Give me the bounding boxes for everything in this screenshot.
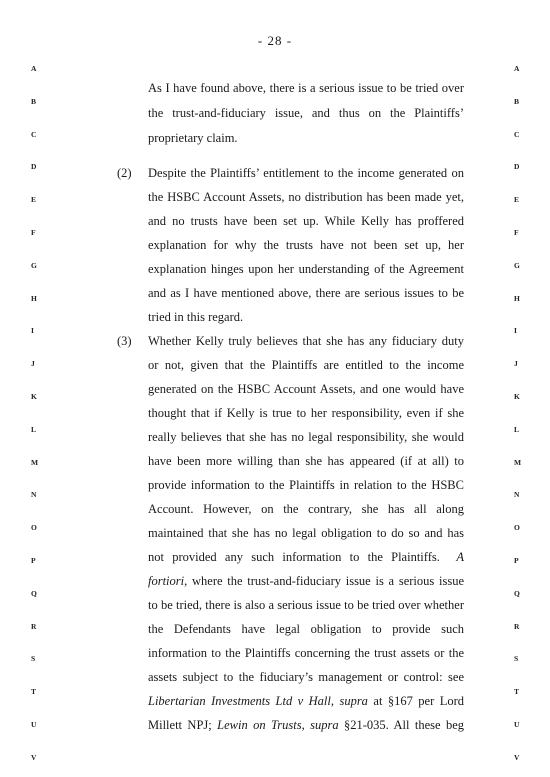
- text-line: explanation for why the trusts have not been set up, her: [148, 238, 464, 252]
- margin-letter-right: R: [514, 621, 520, 631]
- margin-letter-left: V: [31, 752, 37, 762]
- margin-letter-right: K: [514, 392, 520, 401]
- margin-letter-right: D: [514, 162, 520, 172]
- margin-letter-left: F: [31, 228, 36, 237]
- margin-letter-right: T: [514, 687, 520, 697]
- text-line: information to the Plaintiffs concerning the trust assets or the: [148, 646, 464, 660]
- book-citation: Lewin on Trusts, supra: [217, 718, 339, 732]
- text-fragment: not provided any such information to the Plaintiffs.: [148, 550, 440, 564]
- text-line: Whether Kelly truly believes that she has any fiduciary duty: [148, 334, 464, 348]
- paragraph-number: (2): [117, 166, 132, 180]
- margin-letter-left: D: [31, 162, 37, 172]
- text-fragment: fortiori, where the trust-and-fiduciary issue is a serious issue: [148, 574, 464, 588]
- margin-letter-left: P: [31, 556, 36, 565]
- text-line: generated on the HSBC Account Assets, and one would have: [148, 382, 464, 396]
- margin-letter-right: U: [514, 720, 520, 729]
- margin-letter-right: A: [514, 64, 520, 73]
- text-line: the trust-and-fiduciary issue, and thus on the Plaintiffs’: [148, 106, 464, 120]
- case-citation: Libertarian Investments Ltd v Hall, supra: [148, 694, 368, 708]
- text-line: tried in this regard.: [148, 310, 244, 324]
- text-line: proprietary claim.: [148, 131, 238, 145]
- text-line: provide information to the Plaintiffs in relation to the HSBC: [148, 478, 464, 492]
- margin-letter-left: G: [31, 260, 37, 270]
- margin-letter-left: S: [31, 654, 36, 664]
- margin-letter-left: K: [31, 392, 37, 401]
- text-line: [148, 574, 464, 589]
- margin-letter-left: J: [31, 359, 35, 369]
- italic-fragment: fortiori: [148, 574, 185, 588]
- margin-letter-right: B: [514, 96, 520, 106]
- text-line: thought that if Kelly is true to her responsibility, even if she: [148, 406, 464, 420]
- margin-letter-right: Q: [514, 588, 520, 598]
- text-line: the Defendants have legal obligation to provide such: [148, 622, 464, 636]
- margin-letter-right: L: [514, 424, 520, 434]
- margin-letter-left: O: [31, 523, 37, 533]
- text-line: the HSBC Account Assets, no distribution has been made yet,: [148, 190, 464, 204]
- text-line: really believes that she has no legal responsibility, she would: [148, 430, 464, 444]
- text-fragment: Millett NPJ;: [148, 718, 212, 732]
- margin-letter-right: P: [514, 556, 519, 565]
- margin-letter-left: H: [31, 293, 37, 303]
- margin-letter-right: I: [514, 326, 517, 336]
- page-number: - 28 -: [257, 33, 293, 48]
- margin-letter-right: C: [514, 129, 520, 139]
- text-line: have been more willing than she has appeared (if at all) to: [148, 454, 464, 468]
- margin-letter-right: G: [514, 260, 520, 270]
- paragraph-number: (3): [117, 334, 132, 348]
- text-line: [148, 694, 464, 709]
- margin-letter-right: J: [514, 359, 518, 369]
- margin-letter-left: L: [31, 424, 37, 434]
- margin-letter-left: U: [31, 720, 37, 729]
- text-fragment: §21-035. All these beg: [344, 718, 465, 732]
- text-line: assets subject to the fiduciary’s management or control: see: [148, 670, 464, 684]
- text-line: or not, given that the Plaintiffs are entitled to the income: [148, 358, 464, 372]
- text-line: and as I have mentioned above, there are serious issues to be: [148, 286, 464, 300]
- text-line: and no trusts have been set up. While Kelly has proffered: [148, 214, 464, 228]
- margin-letter-right: N: [514, 490, 520, 500]
- margin-letter-left: Q: [31, 588, 37, 598]
- text-line: maintained that she has no legal obligation to do so and has: [148, 526, 464, 540]
- margin-letter-right: O: [514, 523, 520, 533]
- text-line: [148, 718, 464, 733]
- margin-letter-left: C: [31, 129, 37, 139]
- text-line: Account. However, on the contrary, she has all along: [148, 502, 464, 516]
- text-line: explanation hinges upon her understanding of the Agreement: [148, 262, 464, 276]
- margin-letter-right: V: [514, 752, 520, 762]
- text-fragment: at §167 per Lord: [373, 694, 465, 708]
- margin-letter-left: I: [31, 326, 34, 336]
- margin-letter-left: N: [31, 490, 37, 500]
- margin-letter-left: B: [31, 96, 37, 106]
- margin-letter-right: S: [514, 654, 519, 664]
- margin-letter-right: F: [514, 228, 519, 237]
- text-line: to be tried, there is also a serious issue to be tried over whether: [148, 598, 464, 612]
- text-line: Despite the Plaintiffs’ entitlement to the income generated on: [148, 166, 464, 180]
- margin-letter-right: M: [514, 457, 522, 467]
- italic-fragment: A: [456, 550, 464, 564]
- margin-letter-left: A: [31, 64, 37, 73]
- margin-letter-right: H: [514, 293, 520, 303]
- margin-letter-left: T: [31, 687, 37, 697]
- margin-letter-right: E: [514, 195, 520, 205]
- margin-letter-left: E: [31, 195, 37, 205]
- text-line: [148, 550, 464, 565]
- text-line: As I have found above, there is a serious issue to be tried over: [148, 81, 464, 95]
- margin-letter-left: R: [31, 621, 37, 631]
- margin-letter-left: M: [31, 457, 39, 467]
